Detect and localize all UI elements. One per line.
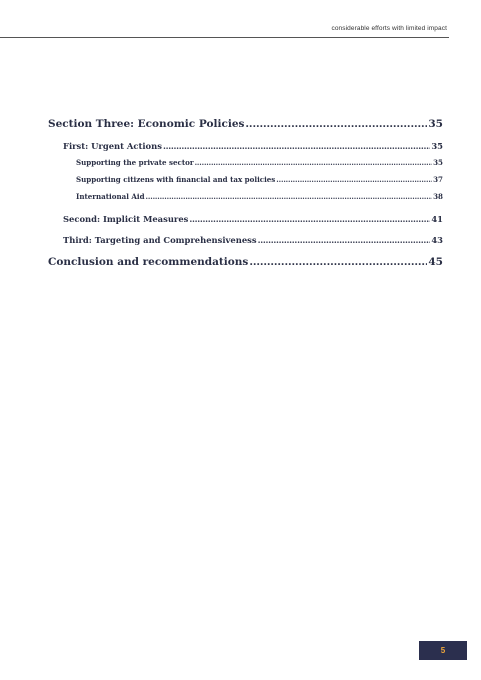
- toc-entry-page: 45: [428, 256, 443, 268]
- toc-entry-page: 43: [431, 235, 443, 245]
- toc-dot-leader: [189, 214, 430, 224]
- toc-entry-page: 35: [431, 141, 443, 151]
- toc-dot-leader: [195, 158, 433, 167]
- page-number-badge: [419, 641, 467, 660]
- table-of-contents: [48, 118, 443, 276]
- toc-entry-label: International Aid: [76, 192, 145, 201]
- toc-entry-label: Third: Targeting and Comprehensiveness: [63, 235, 257, 245]
- toc-dot-leader: [249, 256, 427, 268]
- toc-dot-leader: [163, 141, 430, 151]
- toc-entry-label: Second: Implicit Measures: [63, 214, 189, 224]
- toc-entry-conclusion[interactable]: [48, 256, 443, 276]
- toc-dot-leader: [258, 235, 431, 245]
- toc-entry-targeting[interactable]: [48, 235, 443, 252]
- toc-entry-label: Conclusion and recommendations: [48, 256, 249, 268]
- toc-entry-page: 35: [428, 118, 443, 130]
- toc-dot-leader: [276, 175, 432, 184]
- toc-entry-implicit-measures[interactable]: [48, 214, 443, 231]
- toc-entry-label: Supporting the private sector: [76, 158, 194, 167]
- toc-entry-page: 41: [431, 214, 443, 224]
- running-header-title: considerable efforts with limited impact: [331, 25, 447, 32]
- toc-dot-leader: [245, 118, 427, 130]
- toc-entry-international-aid[interactable]: [48, 192, 443, 209]
- toc-entry-label: First: Urgent Actions: [63, 141, 162, 151]
- toc-entry-section-three[interactable]: [48, 118, 443, 138]
- toc-entry-urgent-actions[interactable]: [48, 141, 443, 158]
- toc-entry-private-sector[interactable]: [48, 158, 443, 175]
- toc-entry-financial-tax-policies[interactable]: [48, 175, 443, 192]
- toc-entry-page: 38: [433, 192, 443, 201]
- header-divider: [0, 37, 449, 38]
- toc-entry-page: 35: [433, 158, 443, 167]
- toc-entry-label: Section Three: Economic Policies: [48, 118, 245, 130]
- toc-dot-leader: [146, 192, 433, 201]
- toc-entry-page: 37: [433, 175, 443, 184]
- toc-entry-label: Supporting citizens with financial and tax policies: [76, 175, 276, 184]
- page-number: 5: [440, 646, 446, 655]
